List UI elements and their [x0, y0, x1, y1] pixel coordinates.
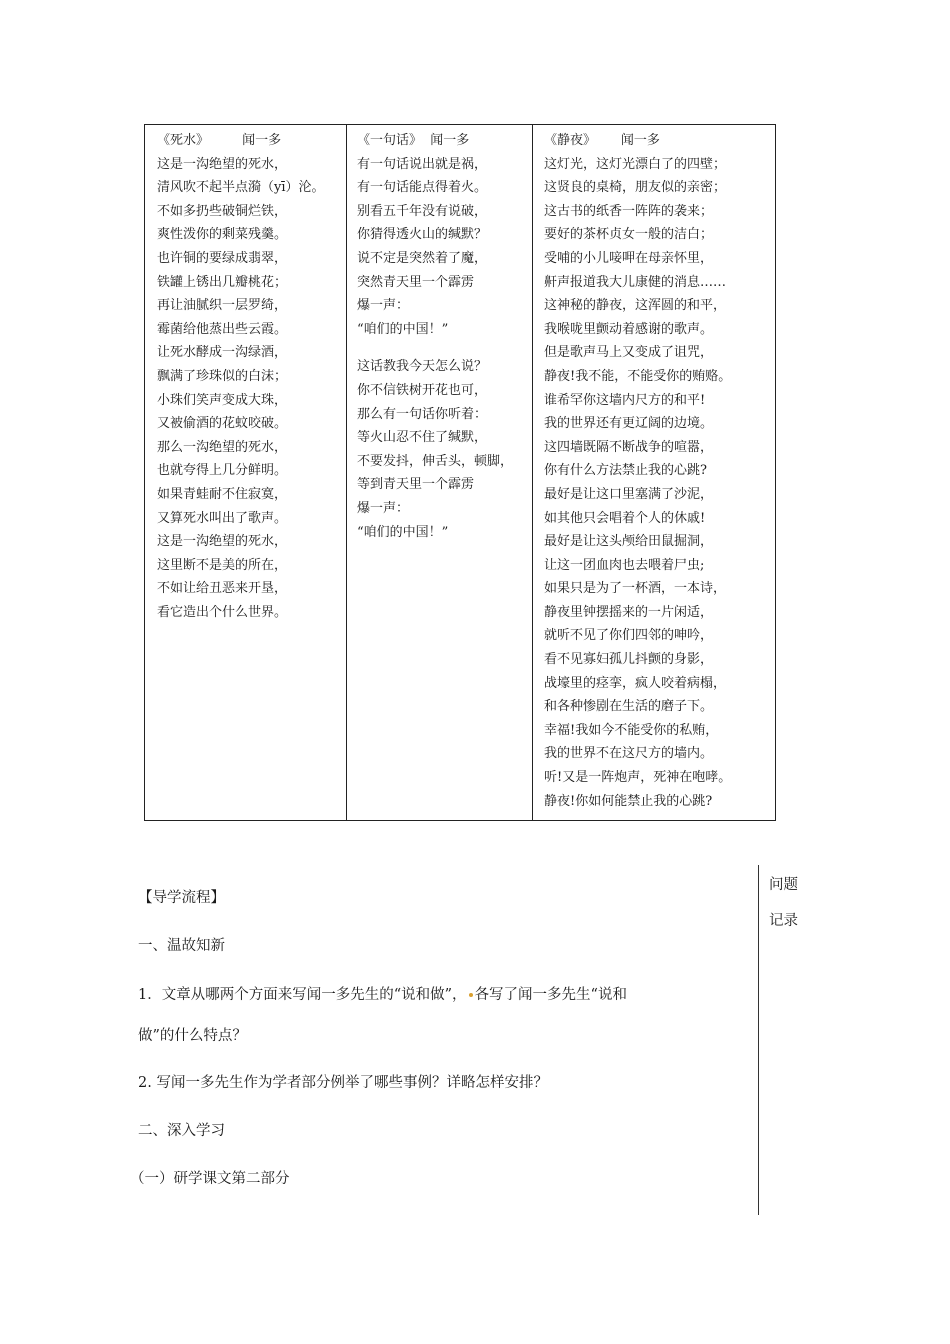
poem-line: 不要发抖，伸舌头，顿脚，	[357, 453, 514, 469]
poem-lines	[544, 153, 775, 814]
poem-line: 我喉咙里颤动着感谢的歌声。	[544, 321, 714, 337]
poem-line: 这里断不是美的所在，	[157, 557, 288, 573]
poem-line: 我的世界还有更辽阔的边境。	[544, 416, 714, 432]
poem-author: 闻一多	[242, 133, 282, 148]
poem-stanza-1	[357, 153, 532, 342]
poem-line: 爆一声：	[357, 500, 410, 516]
poem-line: 别看五千年没有说破，	[357, 203, 488, 219]
poem-line: 飘满了珍珠似的白沫；	[157, 368, 288, 384]
poem-line: 这贤良的桌椅，朋友似的亲密；	[544, 180, 727, 196]
annotation-dot	[469, 993, 473, 997]
poem-line: 又被偷酒的花蚊咬破。	[157, 416, 288, 432]
poem-line: 这话教我今天怎么说？	[357, 359, 488, 375]
poem-line: 看不见寡妇孤儿抖颤的身影，	[544, 652, 714, 668]
poem-heading	[544, 129, 775, 153]
poem-line: 让死水酵成一沟绿酒，	[157, 345, 288, 361]
poem-line: 和各种惨剧在生活的磨子下。	[544, 699, 714, 715]
poem-line: 也就夸得上几分鲜明。	[157, 463, 288, 479]
poem-line: 你不信铁树开花也可，	[357, 382, 488, 398]
poem-line: 不如多扔些破铜烂铁，	[157, 203, 288, 219]
poem-line: 你猜得透火山的缄默？	[357, 227, 488, 243]
side-divider	[758, 865, 759, 1215]
poem-line: 突然青天里一个霹雳	[357, 274, 475, 290]
question-2: 2. 写闻一多先生作为学者部分例举了哪些事例？详略怎样安排？	[138, 1075, 548, 1091]
question-1	[138, 983, 627, 1004]
poem-author: 闻一多	[430, 133, 470, 148]
poem-line: 那么有一句话你听着：	[357, 406, 488, 422]
poem-line: 这是一沟绝望的死水，	[157, 156, 288, 172]
poem-lines	[157, 153, 346, 625]
poem-heading	[357, 129, 532, 153]
poem-line: 如其他只会唱着个人的休戚!	[544, 510, 706, 526]
poem-line: 听!又是一阵炮声，死神在咆哮。	[544, 770, 732, 786]
poem-line: 静夜里钟摆摇来的一片闲适，	[544, 604, 714, 620]
poem-stanza-2	[357, 355, 532, 544]
poem-line: “咱们的中国！”	[357, 524, 449, 540]
section-review: 一、温故知新	[138, 938, 225, 954]
poem-line: 最好是让这头颅给田鼠掘洞，	[544, 534, 714, 550]
poem-line: 这是一沟绝望的死水，	[157, 534, 288, 550]
poem-line: 如果只是为了一杯酒，一本诗，	[544, 581, 727, 597]
question-1-part2: 各写了闻一多先生“说和	[474, 987, 627, 1003]
poem-line: 这灯光，这灯光漂白了的四壁；	[544, 156, 727, 172]
poem-line: 不如让给丑恶来开垦，	[157, 581, 288, 597]
side-label-question: 问题	[769, 877, 798, 893]
question-1-continued: 做”的什么特点？	[138, 1028, 247, 1044]
poem-line: “咱们的中国！”	[357, 321, 449, 337]
guide-heading: 【导学流程】	[138, 890, 225, 906]
poem-line: 我的世界不在这尺方的墙内。	[544, 746, 714, 762]
poem-line: 等火山忍不住了缄默，	[357, 430, 488, 446]
poem-title: 《一句话》	[357, 133, 423, 148]
poem-line: 再让油腻织一层罗绮，	[157, 298, 288, 314]
poem-title: 《死水》	[157, 133, 210, 148]
poem-line: 谁希罕你这墙内尺方的和平!	[544, 392, 706, 408]
poem-author: 闻一多	[620, 133, 660, 148]
poem-line: 受哺的小儿唼呷在母亲怀里，	[544, 250, 714, 266]
poem-line: 也许铜的要绿成翡翠，	[157, 250, 288, 266]
poem-title: 《静夜》	[544, 133, 597, 148]
poem-line: 最好是让这口里塞满了沙泥，	[544, 486, 714, 502]
question-1-part1: 1．文章从哪两个方面来写闻一多先生的“说和做”，	[138, 987, 467, 1003]
poem-line: 这古书的纸香一阵阵的袭来；	[544, 203, 714, 219]
poem-line: 你有什么方法禁止我的心跳?	[544, 463, 707, 479]
poem-column-jingye	[532, 125, 775, 820]
poem-table	[144, 124, 776, 821]
poem-line: 这神秘的静夜，这浑圆的和平，	[544, 298, 727, 314]
poem-line: 清风吹不起半点漪（yī）沦。	[157, 180, 325, 196]
poem-line: 静夜!你如何能禁止我的心跳?	[544, 793, 713, 809]
poem-column-sishui	[145, 125, 346, 820]
poem-line: 有一句话能点得着火。	[357, 180, 488, 196]
poem-line: 让这一团血肉也去喂着尸虫;	[544, 557, 705, 573]
poem-line: 幸福!我如今不能受你的私贿，	[544, 722, 719, 738]
poem-line: 爆一声：	[357, 298, 410, 314]
poem-line: 爽性泼你的剩菜残羹。	[157, 227, 288, 243]
poem-line: 那么一沟绝望的死水，	[157, 439, 288, 455]
poem-line: 等到青天里一个霹雳	[357, 477, 475, 493]
poem-line: 如果青蛙耐不住寂寞，	[157, 486, 288, 502]
poem-line: 有一句话说出就是祸，	[357, 156, 488, 172]
poem-line: 这四墙既隔不断战争的喧嚣，	[544, 439, 714, 455]
poem-line: 说不定是突然着了魔，	[357, 250, 488, 266]
poem-line: 小珠们笑声变成大珠，	[157, 392, 288, 408]
poem-line: 但是歌声马上又变成了诅咒，	[544, 345, 714, 361]
poem-line: 又算死水叫出了歌声。	[157, 510, 288, 526]
poem-line: 霉菌给他蒸出些云霞。	[157, 321, 288, 337]
poem-line: 要好的茶杯贞女一般的洁白；	[544, 227, 714, 243]
subsection-part-two: （一）研学课文第二部分	[130, 1171, 290, 1187]
poem-line: 铁罐上锈出几瓣桃花；	[157, 274, 288, 290]
poem-line: 就听不见了你们四邻的呻吟，	[544, 628, 714, 644]
poem-line: 鼾声报道我大儿康健的消息……	[544, 274, 727, 290]
section-deep-study: 二、深入学习	[138, 1123, 225, 1139]
poem-line: 静夜!我不能，不能受你的贿赂。	[544, 368, 732, 384]
poem-column-yijuhua	[346, 125, 532, 820]
side-label-record: 记录	[769, 913, 798, 929]
poem-heading	[157, 129, 346, 153]
poem-line: 看它造出个什么世界。	[157, 604, 288, 620]
poem-line: 战壕里的痉挛，疯人咬着病榻，	[544, 675, 727, 691]
